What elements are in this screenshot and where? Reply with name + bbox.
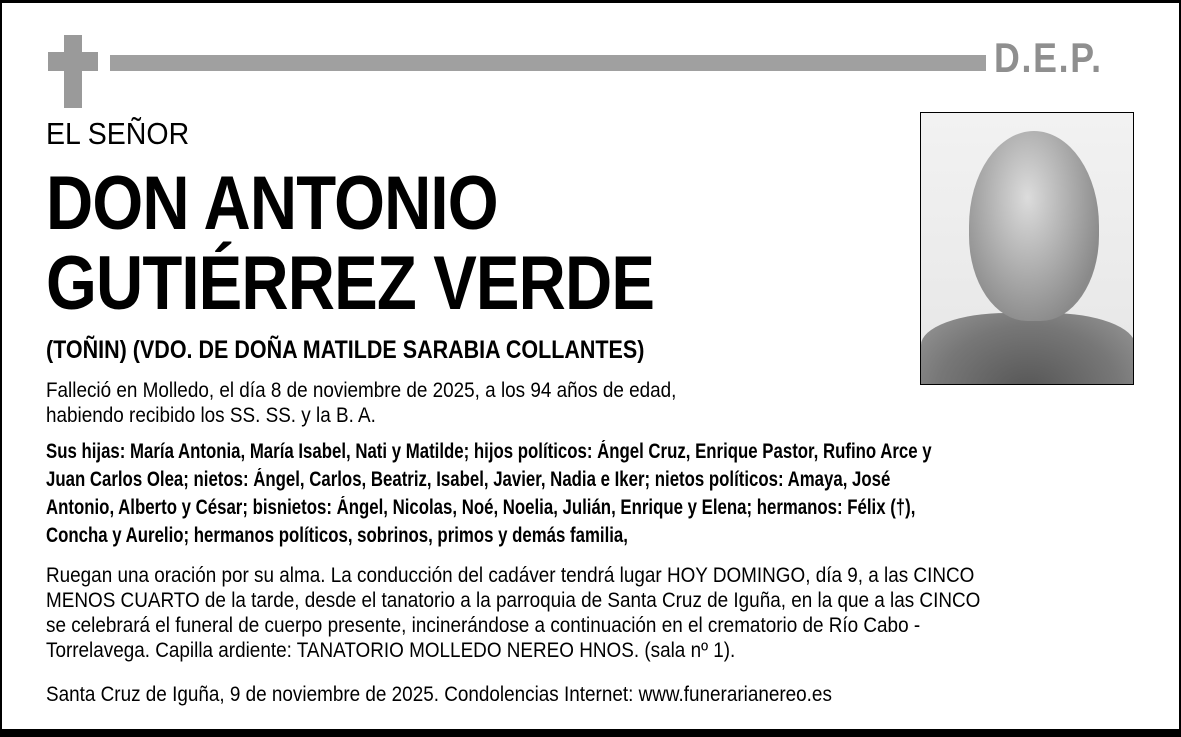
death-line: Falleció en Molledo, el día 8 de noviembre de 2025, a los 94 años de edad, [46,379,677,402]
family-line: Juan Carlos Olea; nietos: Ángel, Carlos, Beatriz, Isabel, Javier, Nadia e Iker; nietos políticos: Amaya, José [46,468,891,491]
portrait-head [969,131,1099,321]
family-line: Concha y Aurelio; hermanos políticos, sobrinos, primos y demás familia, [46,524,628,547]
deceased-name-line-2: GUTIÉRREZ VERDE [46,241,655,326]
cross-icon [64,35,82,108]
service-line: Torrelavega. Capilla ardiente: TANATORIO MOLLEDO NEREO HNOS. (sala nº 1). [46,639,736,662]
cross-icon-arm [48,52,98,71]
subtitle: (TOÑIN) (VDO. DE DOÑA MATILDE SARABIA COLLANTES) [46,336,645,364]
service-line: Ruegan una oración por su alma. La conducción del cadáver tendrá lugar HOY DOMINGO, día 9, a las CINCO [46,564,975,587]
family-line: Antonio, Alberto y César; bisnietos: Ángel, Nicolas, Noé, Noelia, Julián, Enrique y Elena; hermanos: Félix (†), [46,496,916,519]
deceased-name-line-1: DON ANTONIO [46,161,498,246]
portrait-shirt [921,313,1134,385]
title: EL SEÑOR [46,116,190,151]
service-line: se celebrará el funeral de cuerpo presente, incinerándose a continuación en el crematorio de Río Cabo - [46,614,921,637]
header-bar [110,55,986,71]
dep-label: D.E.P. [994,34,1103,81]
portrait-photo [920,112,1134,385]
death-line: habiendo recibido los SS. SS. y la B. A. [46,404,376,427]
service-line: MENOS CUARTO de la tarde, desde el tanatorio a la parroquia de Santa Cruz de Iguña, en la que a las CINCO [46,589,981,612]
family-line: Sus hijas: María Antonia, María Isabel, Nati y Matilde; hijos políticos: Ángel Cruz, Enrique Pastor, Rufino Arce y [46,440,932,463]
footer: Santa Cruz de Iguña, 9 de noviembre de 2025. Condolencias Internet: www.funerarianereo.es [46,683,832,706]
